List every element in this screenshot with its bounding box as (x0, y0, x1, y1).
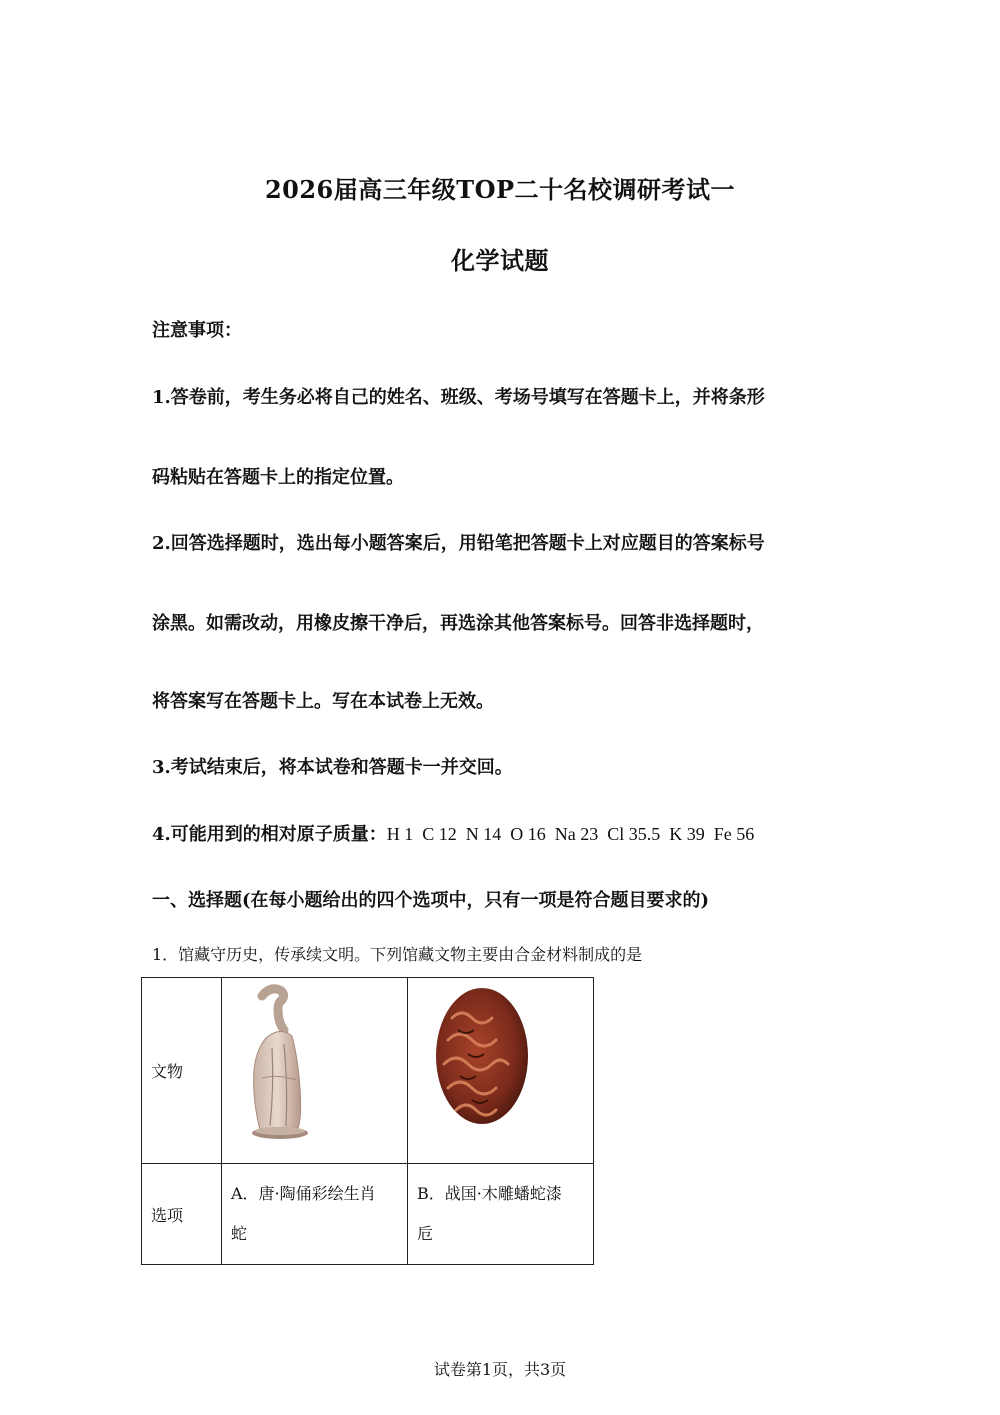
notice-item-2-line-3: 将答案写在答题卡上。写在本试卷上无效。 (152, 691, 494, 712)
option-a (222, 1164, 408, 1265)
option-a-line-2: 蛇 (231, 1224, 248, 1243)
notice-item-2-line-1: 2.回答选择题时，选出每小题答案后，用铅笔把答题卡上对应题目的答案标号 (152, 533, 765, 554)
notice-item-1-line-1: 1.答卷前，考生务必将自己的姓名、班级、考场号填写在答题卡上，并将条形 (152, 387, 765, 408)
option-row-label: 选项 (142, 1164, 222, 1265)
atomic-mass-label: 4.可能用到的相对原子质量： (152, 824, 387, 845)
option-row (142, 1164, 594, 1265)
option-b-line-1: B．战国·木雕蟠蛇漆 (417, 1184, 562, 1203)
question-1-stem: 1．馆藏守历史，传承续文明。下列馆藏文物主要由合金材料制成的是 (152, 945, 643, 964)
page-footer: 试卷第1页，共3页 (433, 1360, 567, 1379)
option-b (408, 1164, 594, 1265)
artifact-row-label: 文物 (142, 978, 222, 1164)
question-1-table (141, 977, 594, 1265)
notice-item-3: 3.考试结束后，将本试卷和答题卡一并交回。 (152, 757, 513, 778)
artifact-b-image-cell (408, 978, 594, 1164)
notice-item-4 (152, 820, 754, 846)
option-b-line-2: 卮 (417, 1224, 434, 1243)
atomic-mass-values: H 1 C 12 N 14 O 16 Na 23 Cl 35.5 K 39 Fe 56 (386, 824, 755, 844)
artifact-a-image-cell (222, 978, 408, 1164)
tang-pottery-figurine-image (222, 978, 407, 1159)
warring-states-lacquer-cup-image (408, 978, 593, 1159)
option-a-line-1: A．唐·陶俑彩绘生肖 (231, 1184, 376, 1203)
section-1-heading: 一、选择题(在每小题给出的四个选项中，只有一项是符合题目要求的) (152, 890, 710, 911)
artifact-row (142, 978, 594, 1164)
exam-subtitle: 化学试题 (451, 246, 549, 275)
notice-heading: 注意事项： (152, 320, 242, 341)
notice-item-2-line-2: 涂黑。如需改动，用橡皮擦干净后，再选涂其他答案标号。回答非选择题时， (152, 613, 764, 634)
exam-title: 2026届高三年级TOP二十名校调研考试一 (264, 175, 736, 204)
notice-item-1-line-2: 码粘贴在答题卡上的指定位置。 (152, 467, 404, 488)
